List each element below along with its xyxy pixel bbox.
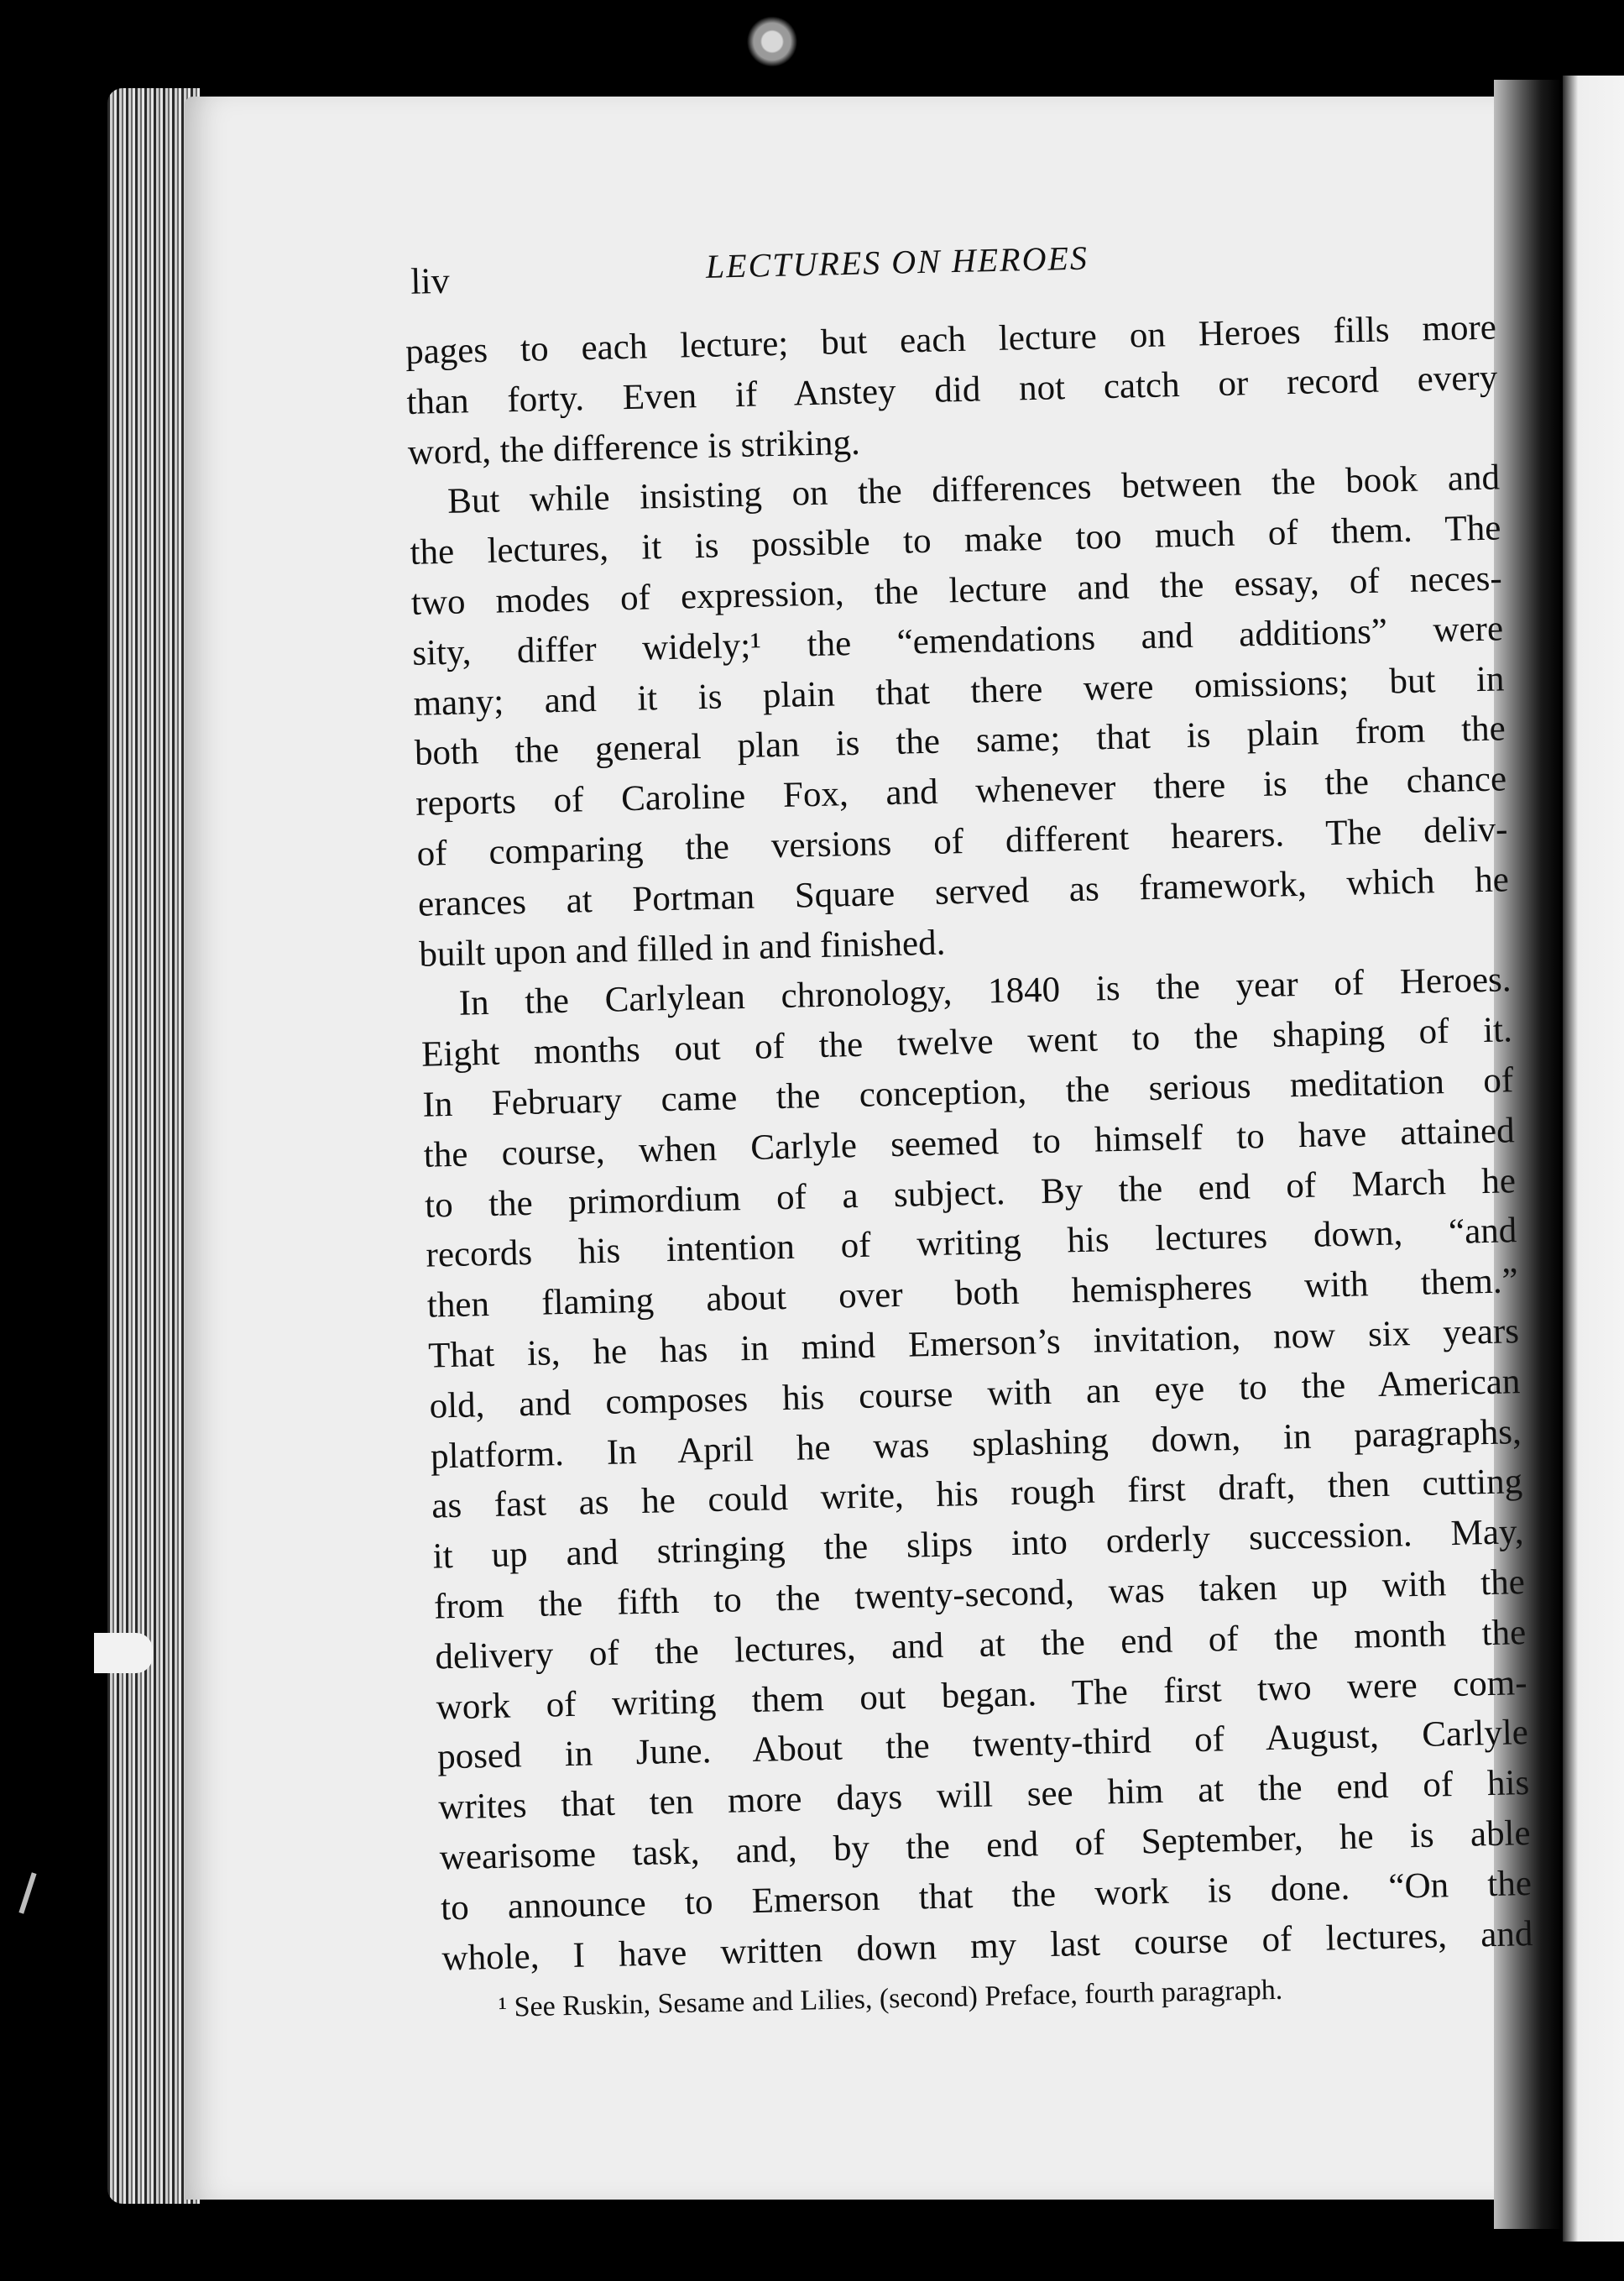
text-line: In February came the conception, the serious meditation of <box>421 1060 1514 1125</box>
text-line: than forty. Even if Anstey did not catch or record every <box>405 358 1498 422</box>
text-line: whole, I have written down my last course of lectures, and <box>441 1913 1533 1978</box>
facing-page-edge <box>1563 76 1624 2242</box>
footnote: ¹ See Ruskin, Sesame and Lilies, (second) Preface, fourth paragraph. <box>498 1975 1283 2024</box>
scan-mark <box>18 1872 36 1913</box>
text-line: to announce to Emerson that the work is done. “On the <box>440 1863 1533 1928</box>
page-tab-mark <box>94 1633 153 1673</box>
text-line: Eight months out of the twelve went to the shaping of it. <box>420 1010 1513 1075</box>
text-line: sity, differ widely;¹ the “emendations and additions” were <box>411 609 1504 673</box>
text-line: word, the difference is striking. <box>407 422 861 473</box>
text-line: the course, when Carlyle seemed to himself to have attained <box>423 1110 1516 1175</box>
text-line: pages to each lecture; but each lecture on Heroes fills more <box>405 307 1497 372</box>
text-line: delivery of the lectures, and at the end of the month the <box>434 1612 1527 1677</box>
text-line: then flaming about over both hemispheres with them.” <box>426 1261 1519 1326</box>
text-line: from the fifth to the twenty-second, was taken up with the <box>433 1562 1526 1627</box>
text-line: of comparing the versions of different hearers. The deliv- <box>416 809 1508 874</box>
paragraph-1 <box>405 302 1499 478</box>
text-line: erances at Portman Square served as framework, which he <box>417 860 1510 924</box>
text-line: many; and it is plain that there were omissions; but in <box>413 658 1505 724</box>
text-line: That is, he has in mind Emerson’s invitation, now six years <box>427 1311 1520 1376</box>
text-line: work of writing them out began. The first two were com- <box>436 1662 1527 1728</box>
text-line: posed in June. About the twenty-third of August, Carlyle <box>436 1713 1529 1777</box>
text-line: it up and stringing the slips into orderly succession. May, <box>432 1512 1524 1577</box>
text-line: as fast as he could write, his rough first draft, then cutting <box>431 1462 1523 1526</box>
scan-artifact <box>739 15 806 74</box>
text-line: records his intention of writing his lectures down, “and <box>426 1211 1517 1276</box>
text-line: In the Carlylean chronology, 1840 is the year of Heroes. <box>458 960 1512 1024</box>
body-text <box>405 302 1533 1983</box>
text-line: wearisome task, and, by the end of September, he is able <box>439 1813 1532 1878</box>
running-title: LECTURES ON HEROES <box>705 238 1089 285</box>
page-number: liv <box>410 259 451 302</box>
text-line: to the primordium of a subject. By the end of March he <box>424 1160 1517 1226</box>
paragraph-2 <box>409 453 1511 980</box>
text-line: two modes of expression, the lecture and the essay, of neces- <box>410 558 1503 623</box>
page-content <box>403 211 1534 2026</box>
text-line: built upon and filled in and finished. <box>418 923 946 975</box>
text-line: old, and composes his course with an eye to the American <box>429 1361 1521 1426</box>
text-line: platform. In April he was splashing down, in paragraphs, <box>430 1411 1522 1477</box>
text-line: the lectures, it is possible to make too much of them. The <box>410 508 1501 573</box>
text-line: both the general plan is the same; that is plain from the <box>414 709 1507 774</box>
text-line: But while insisting on the differences between the book and <box>446 458 1501 522</box>
paragraph-3 <box>420 955 1533 1984</box>
text-line: writes that ten more days will see him at the end of his <box>437 1763 1530 1828</box>
text-line: reports of Caroline Fox, and whenever there is the chance <box>415 759 1507 824</box>
